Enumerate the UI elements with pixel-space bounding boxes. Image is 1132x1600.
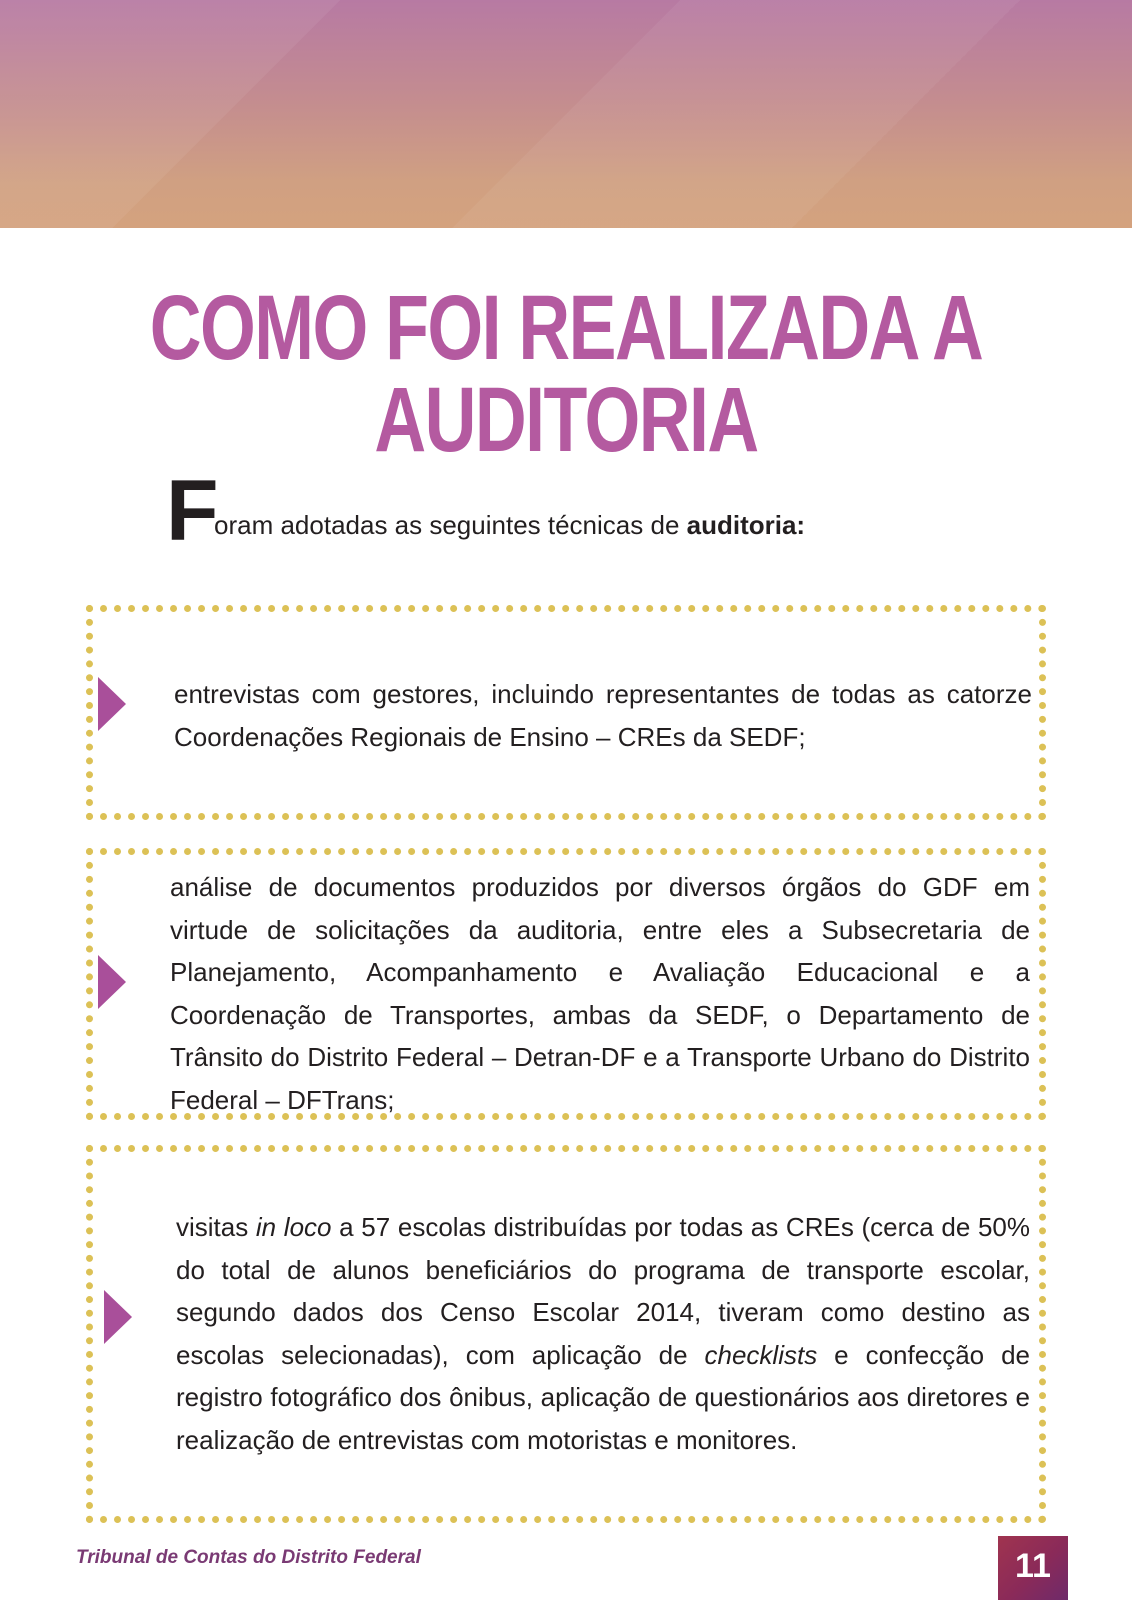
technique-interviews-text: entrevistas com gestores, incluindo representantes de todas as catorze Coordenações Regionais de Ensino – CREs da SEDF; bbox=[174, 679, 1032, 752]
intro-text: oram adotadas as seguintes técnicas de auditoria: bbox=[214, 510, 806, 540]
in-loco-italic: in loco bbox=[255, 1212, 332, 1242]
drop-cap: F bbox=[166, 463, 219, 559]
checklists-italic: checklists bbox=[704, 1339, 818, 1370]
triangle-bullet-icon bbox=[104, 1290, 132, 1344]
triangle-bullet-icon bbox=[98, 677, 126, 731]
intro-bold: auditoria: bbox=[686, 510, 806, 540]
technique-visits-text: visitas in loco a 57 escolas distribuídas por todas as CREs (cerca de 50% do total de alunos beneficiários do programa de transporte escolar, segundo dados dos Censo Escolar 2014, tiveram como destino as escolas selecionadas), com aplicação de checklists e confecção de registro fotográfico dos ônibus, aplicação de questionários aos diretores e realização de entrevistas com motoristas e monitores. bbox=[176, 1212, 1031, 1455]
page-title: COMO FOI REALIZADA A AUDITORIA bbox=[149, 277, 983, 471]
triangle-bullet-icon bbox=[98, 955, 126, 1009]
technique-documents-text: análise de documentos produzidos por diversos órgãos do GDF em virtude de solicitações da auditoria, entre eles a Subsecretaria de Planejamento, Acompanhamento e Avaliação Educacional e a Coordenação de Transportes, ambas da SEDF, o Departamento de Trânsito do Distrito Federal – Detran-DF e a Transporte Urbano do Distrito Federal – DFTrans; bbox=[170, 872, 1030, 1115]
header-banner bbox=[0, 0, 1132, 228]
footer-organization: Tribunal de Contas do Distrito Federal bbox=[76, 1547, 421, 1568]
page-number: 11 bbox=[998, 1536, 1068, 1600]
